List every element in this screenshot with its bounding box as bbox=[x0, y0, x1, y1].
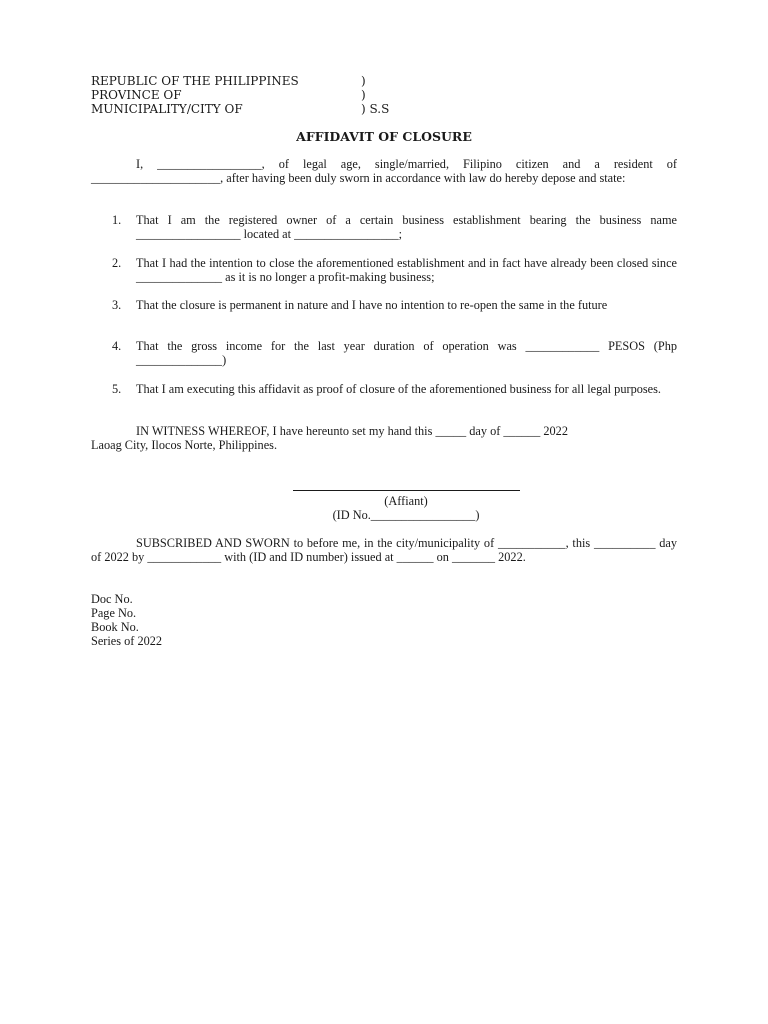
affiant-signature-line bbox=[293, 490, 520, 491]
item-text: That the closure is permanent in nature and I have no intention to re-open the same in the future bbox=[136, 298, 608, 312]
document-title: AFFIDAVIT OF CLOSURE bbox=[296, 129, 472, 144]
header-paren-ss: ) S.S bbox=[361, 102, 390, 116]
header-paren-1: ) bbox=[361, 74, 366, 88]
item-number: 1. bbox=[112, 213, 122, 227]
header-row-municipality bbox=[91, 102, 390, 116]
item-text: That the gross income for the last year duration of operation was ____________ PESOS (Php ______________) bbox=[136, 339, 677, 367]
item-text: That I had the intention to close the aforementioned establishment and in fact have already been closed since ______________ as it is no longer a profit-making business; bbox=[136, 256, 677, 284]
jurat-paragraph: SUBSCRIBED AND SWORN to before me, in the city/municipality of ___________, this __________ day of 2022 by ____________ with (ID and ID number) issued at ______ on _______ 2022. bbox=[91, 536, 677, 564]
book-no: Book No. bbox=[91, 620, 139, 634]
header-paren-2: ) bbox=[361, 88, 366, 102]
item-number: 5. bbox=[112, 382, 122, 396]
header-municipality: MUNICIPALITY/CITY OF bbox=[91, 102, 243, 116]
witness-line: IN WITNESS WHEREOF, I have hereunto set my hand this _____ day of ______ 2022 bbox=[136, 424, 568, 438]
header-province: PROVINCE OF bbox=[91, 88, 182, 102]
witness-clause bbox=[91, 424, 677, 452]
item-text: That I am the registered owner of a certain business establishment bearing the business name _________________ located at _________________; bbox=[136, 213, 677, 241]
series: Series of 2022 bbox=[91, 634, 163, 648]
item-text: That I am executing this affidavit as proof of closure of the aforementioned business for all legal purposes. bbox=[136, 382, 661, 396]
affiant-id-label: (ID No._________________) bbox=[332, 508, 480, 522]
witness-location: Laoag City, Ilocos Norte, Philippines. bbox=[91, 438, 278, 452]
item-number: 3. bbox=[112, 298, 122, 312]
header-row-province bbox=[91, 88, 366, 102]
header-row-republic bbox=[91, 74, 366, 88]
item-number: 2. bbox=[112, 256, 122, 270]
intro-paragraph: I, _________________, of legal age, single/married, Filipino citizen and a resident of _____________________, after having been duly sworn in accordance with law do hereby depose and state: bbox=[91, 157, 677, 185]
item-number: 4. bbox=[112, 339, 122, 353]
page-no: Page No. bbox=[91, 606, 137, 620]
venue-header bbox=[91, 74, 390, 116]
doc-no: Doc No. bbox=[91, 592, 133, 606]
notarial-register bbox=[91, 592, 162, 648]
header-republic: REPUBLIC OF THE PHILIPPINES bbox=[91, 74, 299, 88]
affiant-label: (Affiant) bbox=[384, 494, 428, 508]
